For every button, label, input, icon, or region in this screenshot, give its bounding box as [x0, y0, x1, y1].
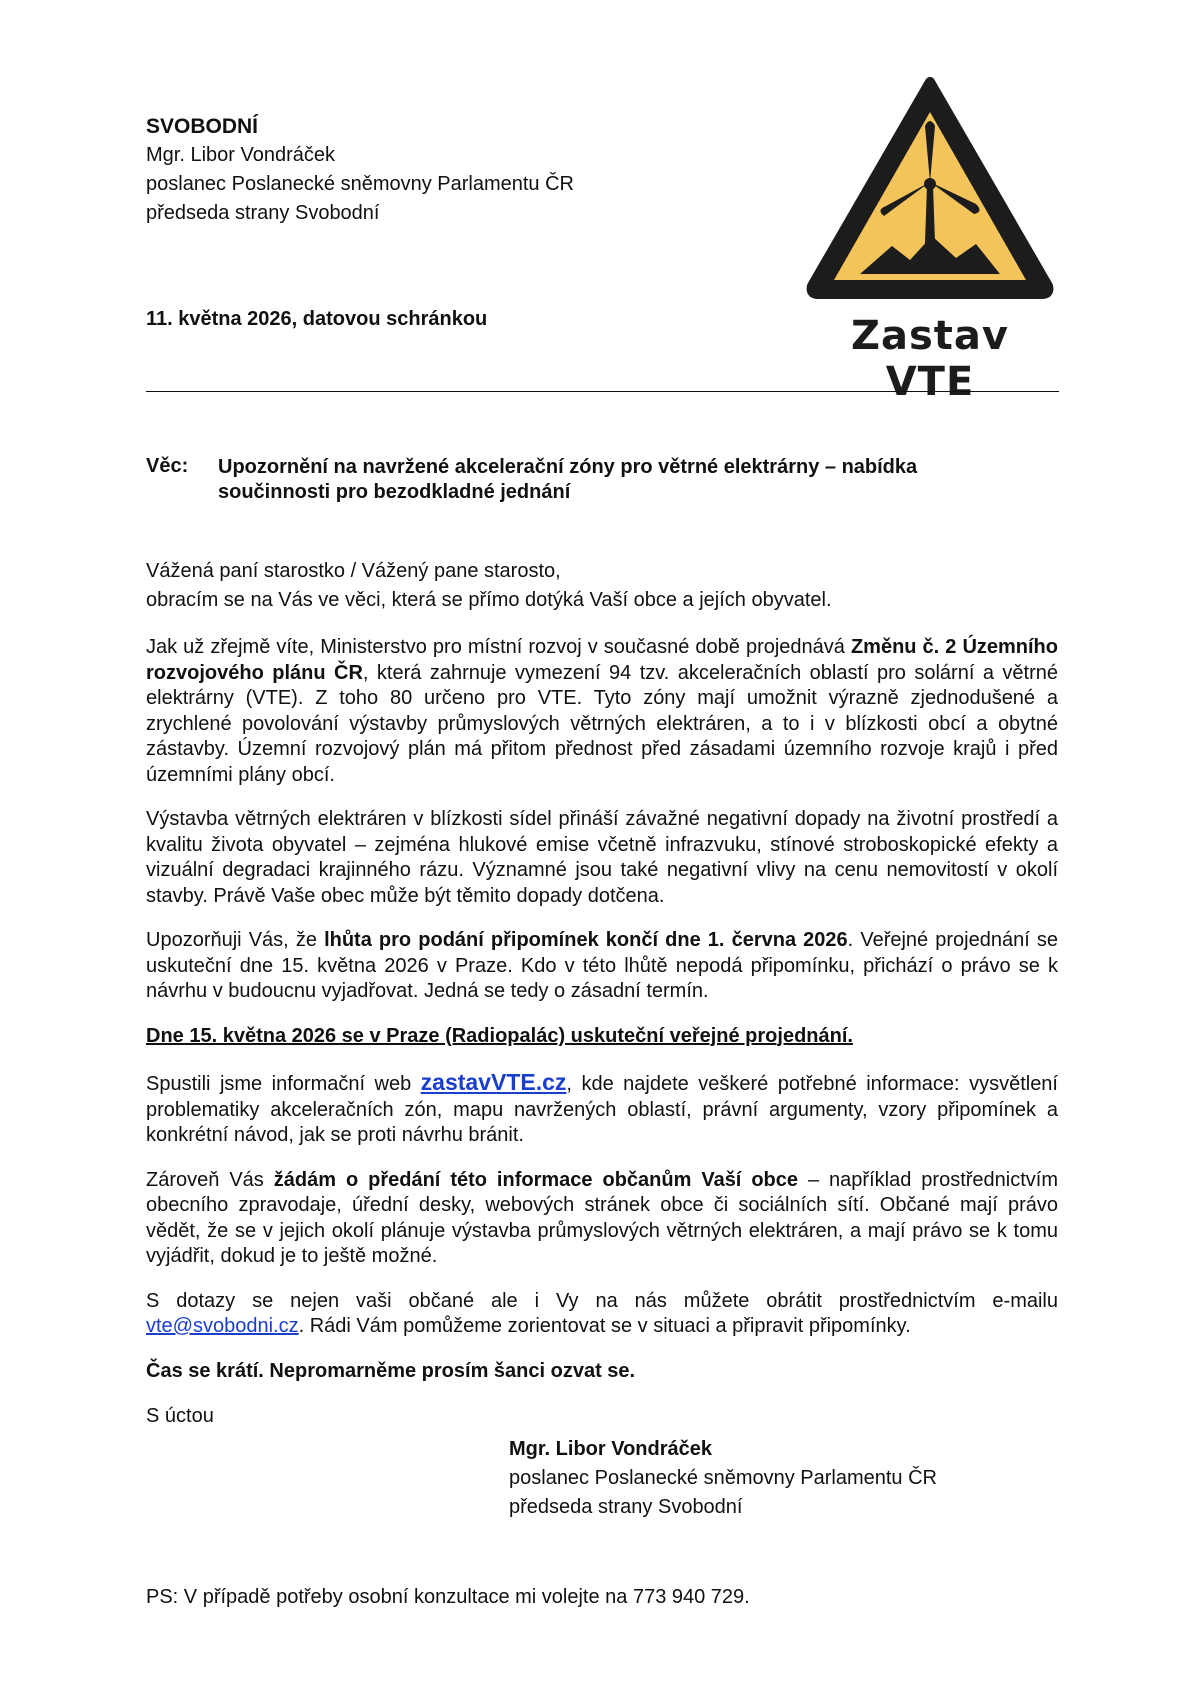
email-link[interactable]: vte@svobodni.cz [146, 1315, 299, 1337]
signature-name: Mgr. Libor Vondráček [509, 1438, 712, 1460]
paragraph-5: Spustili jsme informační web zastavVTE.cz, kde najdete veškeré potřebné informace: vysvětlení problematiky akceleračních zón, mapu navržených oblastí, právní argumenty, vzory připomínek a konkrétní návod, jak se proti návrhu bránit. [146, 1069, 1058, 1146]
paragraph-7: S dotazy se nejen vaši občané ale i Vy na nás můžete obrátit prostřednictvím e-mailu vte@svobodni.cz. Rádi Vám pomůžeme zorientovat se v situaci a připravit připomínky. [146, 1289, 1058, 1337]
paragraph-6: Zároveň Vás žádám o předání této informace občanům Vaší obce – například prostřednictvím obecního zpravodaje, úřední desky, webových stránek obce či sociálních sítí. Občané mají právo vědět, že se v jejich okolí plánuje výstavba průmyslových větrných elektráren, a mají právo se k tomu vyjádřit, dokud je to ještě možné. [146, 1168, 1058, 1267]
postscript: PS: V případě potřeby osobní konzultace mi volejte na 773 940 729. [146, 1586, 750, 1608]
closing-appeal: Čas se krátí. Nepromarněme prosím šanci ozvat se. [146, 1359, 636, 1382]
salutation: Vážená paní starostko / Vážený pane starosto, [146, 560, 561, 582]
zastavvte-link[interactable]: zastavVTE.cz [420, 1069, 567, 1095]
header-divider [146, 391, 1059, 392]
opening-line: obracím se na Vás ve věci, která se přímo dotýká Vaší obce a jejích obyvatel. [146, 589, 832, 611]
signature-role: poslanec Poslanecké sněmovny Parlamentu ČR [509, 1467, 937, 1489]
letter-header [146, 112, 574, 228]
date-line: 11. května 2026, datovou schránkou [146, 308, 488, 330]
subject-label: Věc: [146, 455, 189, 477]
paragraph-1: Jak už zřejmě víte, Ministerstvo pro místní rozvoj v současné době projednává Změnu č. 2 Územního rozvojového plánu ČR, která zahrnuje vymezení 94 tzv. akceleračních oblastí pro solární a větrné elektrárny (VTE). Z toho 80 určeno pro VTE. Tyto zóny mají umožnit výrazně zjednodušené a zrychlené povolování výstavby průmyslových větrných elektráren, a to i v blízkosti obcí a obytné zástavby. Územní rozvojový plán má přitom přednost před zásadami územního rozvoje krajů i před územními plány obcí. [146, 636, 1058, 786]
paragraph-3: Upozorňuji Vás, že lhůta pro podání připomínek končí dne 1. června 2026. Veřejné projednání se uskuteční dne 15. května 2026 v Praze. Kdo v této lhůtě nepodá připomínku, přichází o právo se k návrhu v budoucnu vyjadřovat. Jedná se tedy o zásadní termín. [146, 929, 1059, 1002]
subject-text: Upozornění na navržené akcelerační zóny pro větrné elektrárny – nabídka součinnosti pro bezodkladné jednání [218, 456, 918, 503]
paragraph-2: Výstavba větrných elektráren v blízkosti sídel přináší závažné negativní dopady na životní prostředí a kvalitu života obyvatel – zejména hlukové emise včetně infrazvuku, stínové stroboskopické efekty a vizuální degradaci krajinného rázu. Významné jsou také negativní vlivy na cenu nemovitostí v okolí stavby. Právě Vaše obec může být těmito dopady dotčena. [146, 808, 1058, 907]
zastav-vte-logo [800, 74, 1060, 405]
signature-block [509, 1435, 937, 1522]
sender-role: poslanec Poslanecké sněmovny Parlamentu ČR [146, 173, 574, 195]
public-hearing-notice: Dne 15. května 2026 se v Praze (Radiopalác) uskuteční veřejné projednání. [146, 1024, 853, 1047]
signature-chair: předseda strany Svobodní [509, 1496, 743, 1518]
party-name: SVOBODNÍ [146, 115, 259, 138]
closing-greeting: S úctou [146, 1405, 214, 1427]
wind-turbine-warning-triangle-icon [800, 74, 1060, 304]
logo-text: Zastav VTE [851, 313, 1009, 405]
sender-name: Mgr. Libor Vondráček [146, 144, 335, 166]
letter-body [146, 557, 1058, 1430]
sender-chair: předseda strany Svobodní [146, 202, 380, 224]
